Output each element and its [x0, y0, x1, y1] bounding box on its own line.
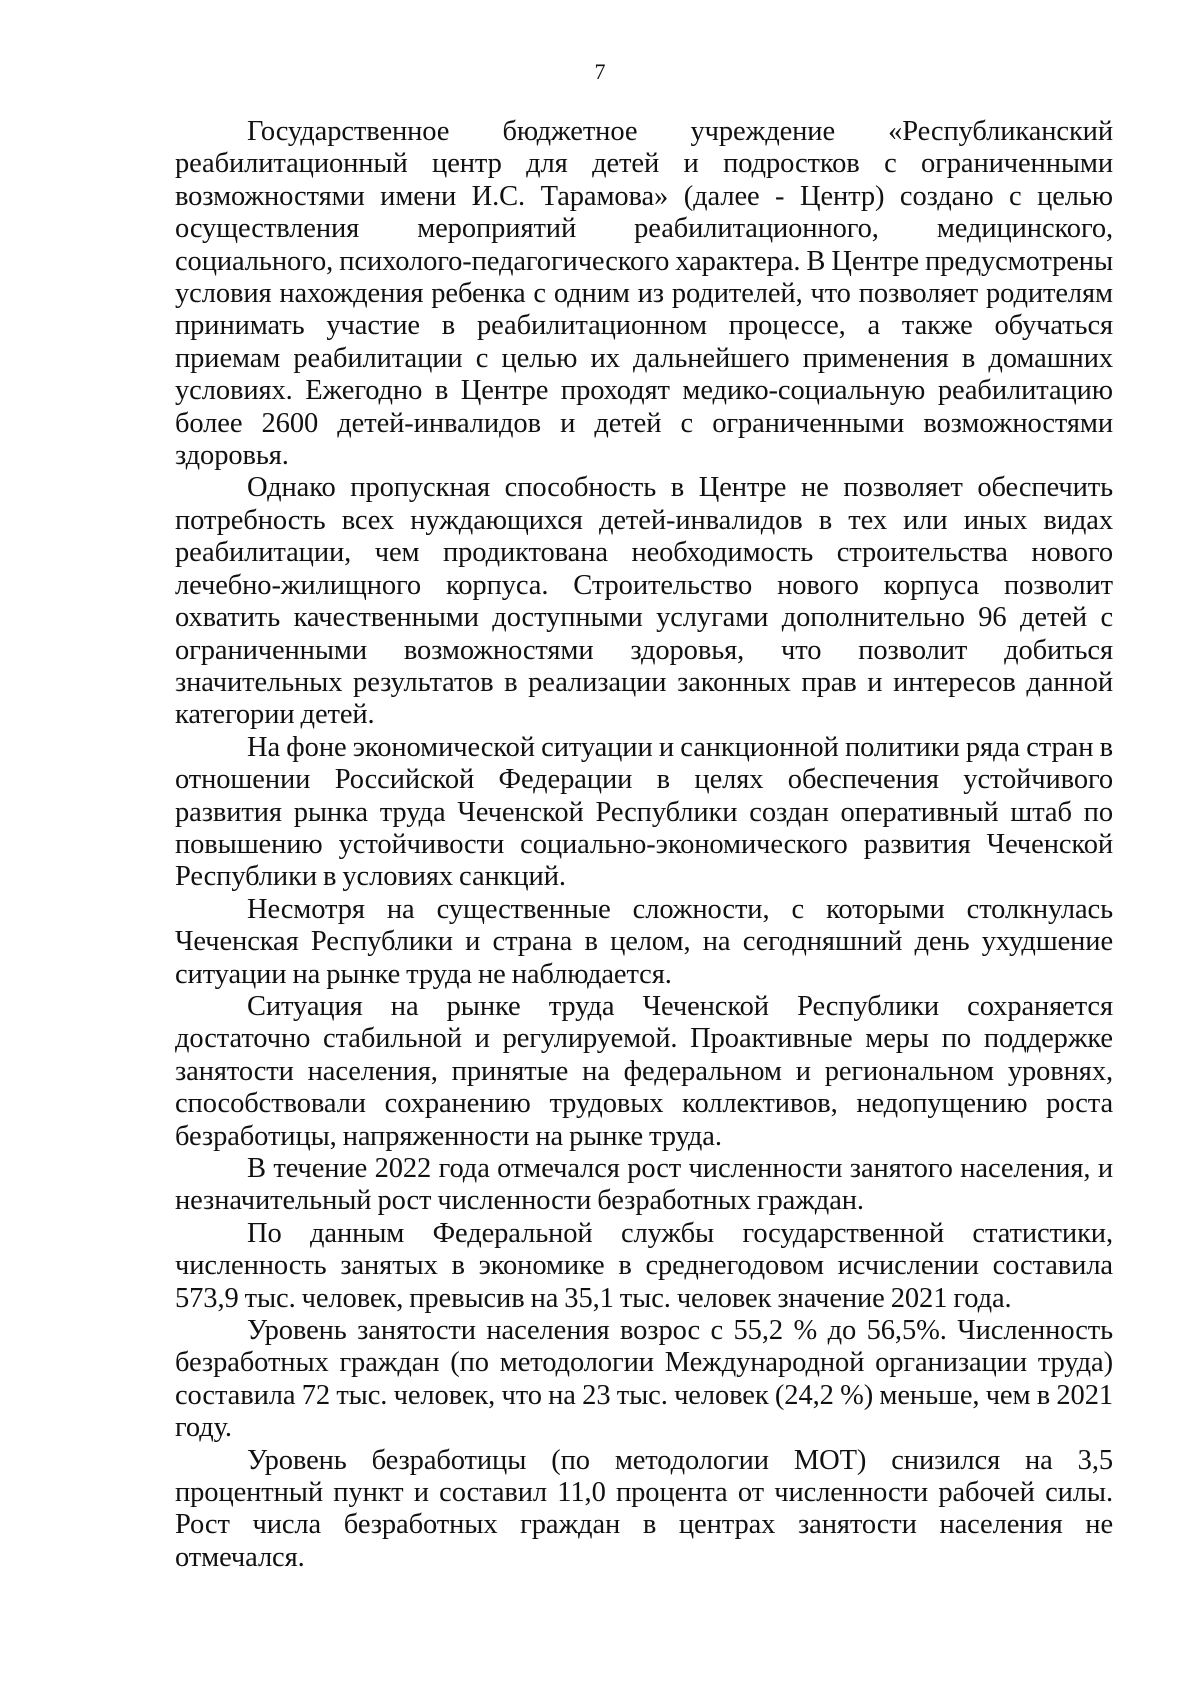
paragraph-statistics: По данным Федеральной службы государственной статистики, численность занятых в экономике в среднегодовом исчислении составила 573,9 тыс. человек, превысив на 35,1 тыс. человек значение 2021 года. [175, 1217, 1113, 1314]
paragraph-capacity: Однако пропускная способность в Центре не позволяет обеспечить потребность всех нуждающихся детей-инвалидов в тех или иных видах реабилитации, чем продиктована необходимость строительства нового лечебно-жилищного корпуса. Строительство нового корпуса позволит охватить качественными доступными услугами дополнительно 96 детей с ограниченными возможностями здоровья, что позволит добиться значительных результатов в реализации законных прав и интересов данной категории детей. [175, 472, 1113, 731]
paragraph-unemployment-level: Уровень безработицы (по методологии МОТ) снизился на 3,5 процентный пункт и составил 11,0 процента от численности рабочей силы. Рост числа безработных граждан в центрах занятости населения не отмечался. [175, 1444, 1113, 1573]
paragraph-labor-market: Ситуация на рынке труда Чеченской Республики сохраняется достаточно стабильной и регулируемой. Проактивные меры по поддержке занятости населения, принятые на федеральном и региональном уровнях, способствовали сохранению трудовых коллективов, недопущению роста безработицы, напряженности на рынке труда. [175, 990, 1113, 1152]
paragraph-difficulties: Несмотря на существенные сложности, с которыми столкнулась Чеченская Республики и страна в целом, на сегодняшний день ухудшение ситуации на рынке труда не наблюдается. [175, 893, 1113, 990]
page-number: 7 [594, 59, 606, 84]
paragraph-employment-growth: В течение 2022 года отмечался рост численности занятого населения, и незначительный рост численности безработных граждан. [175, 1153, 1113, 1217]
paragraph-employment-level: Уровень занятости населения возрос с 55,2 % до 56,5%. Численность безработных граждан (по методологии Международной организации труда) составила 72 тыс. человек, что на 23 тыс. человек (24,2 %) меньше, чем в 2021 году. [175, 1315, 1113, 1444]
paragraph-sanctions: На фоне экономической ситуации и санкционной политики ряда стран в отношении Российской Федерации в целях обеспечения устойчивого развития рынка труда Чеченской Республики создан оперативный штаб по повышению устойчивости социально-экономического развития Чеченской Республики в условиях санкций. [175, 731, 1113, 893]
document-body [175, 116, 1113, 1574]
paragraph-rehab-center: Государственное бюджетное учреждение «Республиканский реабилитационный центр для детей и подростков с ограниченными возможностями имени И.С. Тарамова» (далее - Центр) создано с целью осуществления мероприятий реабилитационного, медицинского, социального, психолого-педагогического характера. В Центре предусмотрены условия нахождения ребенка с одним из родителей, что позволяет родителям принимать участие в реабилитационном процессе, а также обучаться приемам реабилитации с целью их дальнейшего применения в домашних условиях. Ежегодно в Центре проходят медико-социальную реабилитацию более 2600 детей-инвалидов и детей с ограниченными возможностями здоровья. [175, 116, 1113, 472]
